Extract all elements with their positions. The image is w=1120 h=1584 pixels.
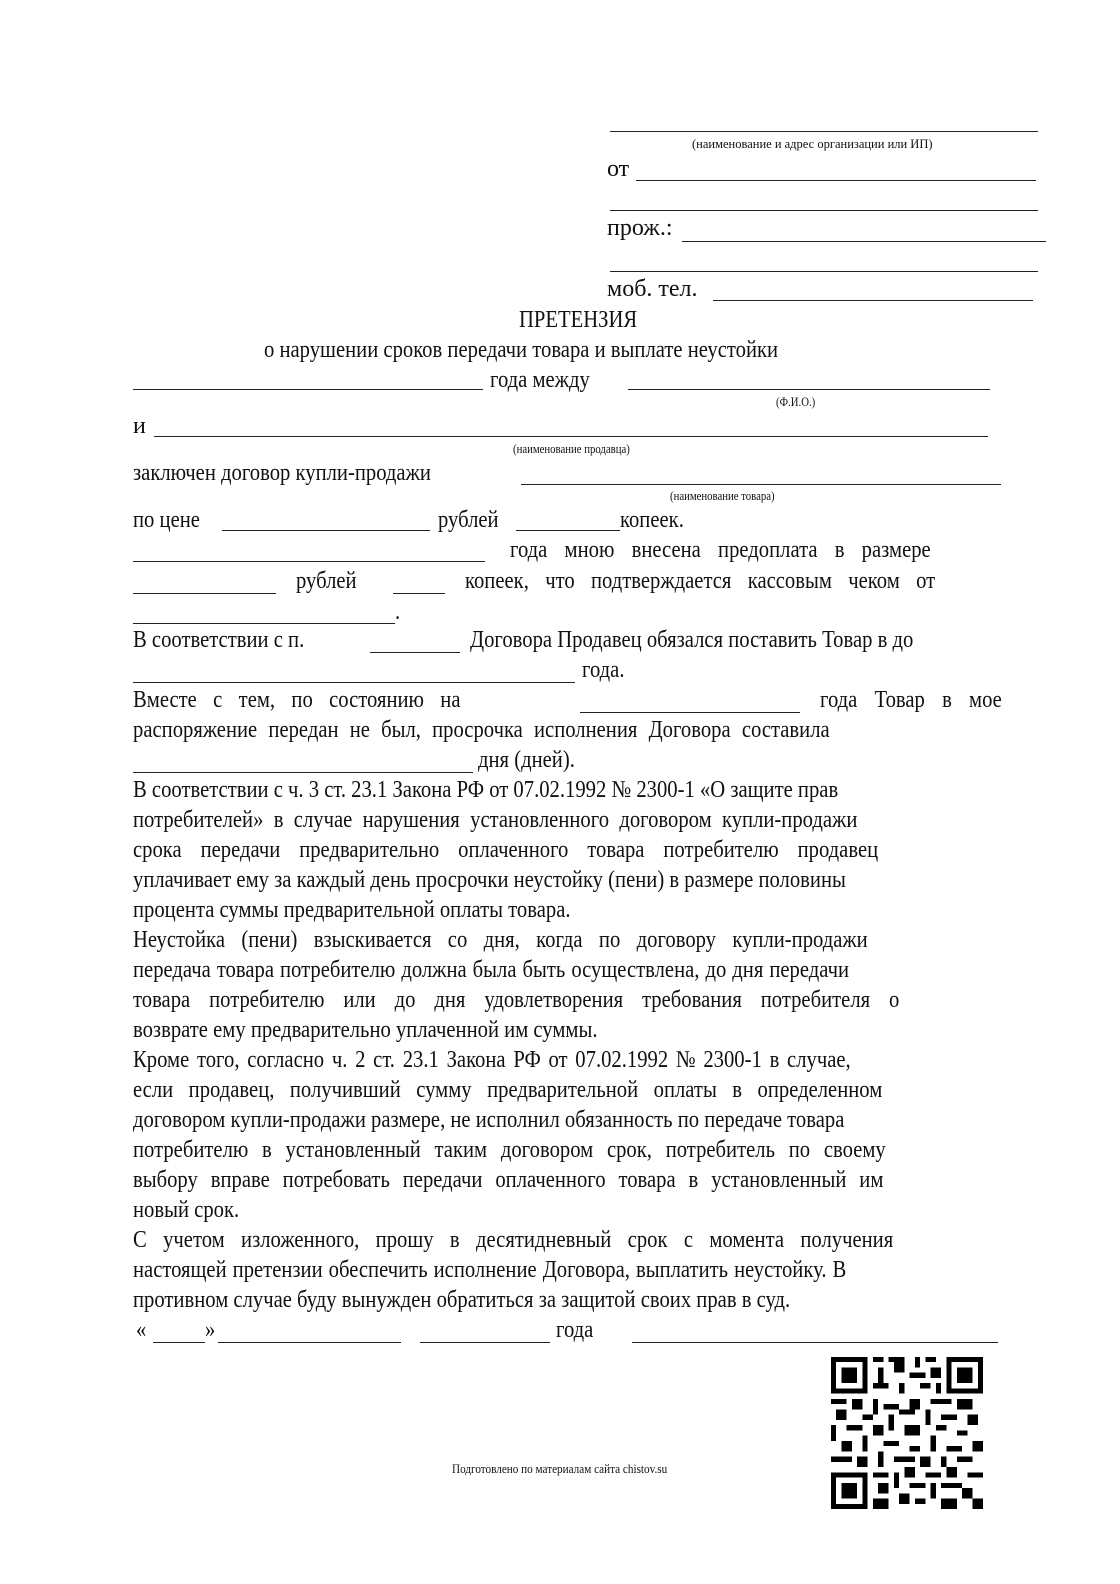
request-para-line: настоящей претензии обеспечить исполнение Договора, выплатить неустойку. В [133, 1257, 847, 1283]
law-para-line: процента суммы предварительной оплаты товара. [133, 897, 571, 923]
from-field-line-2[interactable] [610, 210, 1038, 211]
additional-para-line: выбору вправе потребовать передачи оплаченного товара в установленный им [133, 1167, 884, 1193]
law-para-line: потребителей» в случае нарушения установленного договором купли-продажи [133, 807, 858, 833]
residence-label: прож.: [607, 215, 673, 241]
goods-caption: (наименование товара) [670, 489, 775, 503]
clause-line-1a: В соответствии с п. [133, 627, 305, 653]
signature-close-quote: » [205, 1317, 216, 1343]
price-rubles-field[interactable] [222, 530, 430, 531]
price-label: по цене [133, 507, 200, 533]
delay-line-3: дня (дней). [478, 747, 575, 773]
delay-line-2: распоряжение передан не был, просрочка исполнения Договора составила [133, 717, 830, 743]
source-note: Подготовлено по материалам сайта chistov.su [452, 1461, 668, 1476]
residence-field-line-2[interactable] [610, 271, 1038, 272]
recipient-org-caption: (наименование и адрес организации или ИП) [692, 137, 933, 151]
penalty-para-line: возврате ему предварительно уплаченной им суммы. [133, 1017, 598, 1043]
clause-line-2: года. [582, 657, 625, 683]
prepay-date-field[interactable] [133, 561, 485, 562]
rubles-label: рублей [438, 507, 499, 533]
additional-para-line: если продавец, получивший сумму предварительной оплаты в определенном [133, 1077, 883, 1103]
from-field[interactable] [636, 180, 1036, 181]
penalty-para-line: передача товара потребителю должна была быть осуществлена, до дня передачи [133, 957, 850, 983]
additional-para-line: договором купли-продажи размере, не исполнил обязанность по передаче товара [133, 1107, 845, 1133]
signature-year-label: года [556, 1317, 594, 1343]
delay-line-1a: Вместе с тем, по состоянию на [133, 687, 461, 713]
receipt-date-field[interactable] [133, 623, 395, 624]
delay-line-1b: года Товар в мое [820, 687, 1002, 713]
prepay-kopecks-field[interactable] [393, 593, 445, 594]
kopecks-label: копеек. [620, 507, 684, 533]
signature-open-quote: « [136, 1317, 147, 1343]
clause-number-field[interactable] [370, 652, 460, 653]
phone-label: моб. тел. [607, 276, 698, 302]
delay-days-field[interactable] [133, 772, 473, 773]
signature-field[interactable] [632, 1342, 998, 1343]
contract-date-field[interactable] [133, 389, 483, 390]
penalty-para-line: товара потребителю или до дня удовлетворения требования потребителя о [133, 987, 900, 1013]
signature-day-field[interactable] [153, 1342, 205, 1343]
goods-name-field[interactable] [521, 484, 1001, 485]
recipient-org-field[interactable] [610, 131, 1038, 132]
from-label: от [607, 156, 630, 182]
penalty-para-line: Неустойка (пени) взыскивается со дня, когда по договору купли-продажи [133, 927, 868, 953]
phone-field[interactable] [713, 300, 1033, 301]
and-label: и [133, 413, 146, 439]
price-kopecks-field[interactable] [516, 530, 620, 531]
prepay-end: . [395, 599, 401, 625]
concluded-label: заключен договор купли-продажи [133, 460, 431, 486]
additional-para-line: Кроме того, согласно ч. 2 ст. 23.1 Закона РФ от 07.02.1992 № 2300-1 в случае, [133, 1047, 851, 1073]
request-para-line: С учетом изложенного, прошу в десятидневный срок с момента получения [133, 1227, 894, 1253]
prepay-rubles-field[interactable] [133, 593, 276, 594]
request-para-line: противном случае буду вынужден обратиться за защитой своих прав в суд. [133, 1287, 791, 1313]
law-para-line: срока передачи предварительно оплаченного товара потребителю продавец [133, 837, 879, 863]
law-para-line: уплачивает ему за каждый день просрочки неустойку (пени) в размере половины [133, 867, 846, 893]
signature-year-field[interactable] [420, 1342, 550, 1343]
additional-para-line: потребителю в установленный таким договором срок, потребитель по своему [133, 1137, 886, 1163]
residence-field[interactable] [682, 241, 1046, 242]
additional-para-line: новый срок. [133, 1197, 240, 1223]
prepay-line-2: копеек, что подтверждается кассовым чеком от [465, 568, 936, 594]
qr-code-icon [830, 1357, 984, 1509]
seller-caption: (наименование продавца) [513, 442, 630, 456]
document-subtitle: о нарушении сроков передачи товара и выплате неустойки [264, 337, 779, 363]
buyer-name-field[interactable] [628, 389, 990, 390]
seller-name-field[interactable] [154, 436, 988, 437]
fio-caption: (Ф.И.О.) [776, 395, 816, 409]
prepay-rubles-label: рублей [296, 568, 357, 594]
document-title: ПРЕТЕНЗИЯ [519, 307, 638, 333]
law-para-line: В соответствии с ч. 3 ст. 23.1 Закона РФ от 07.02.1992 № 2300-1 «О защите прав [133, 777, 839, 803]
delivery-date-field[interactable] [133, 682, 575, 683]
signature-month-field[interactable] [218, 1342, 401, 1343]
between-label: года между [490, 367, 590, 393]
prepay-line-1: года мною внесена предоплата в размере [510, 537, 931, 563]
clause-line-1b: Договора Продавец обязался поставить Товар в до [470, 627, 914, 653]
status-date-field[interactable] [580, 712, 800, 713]
